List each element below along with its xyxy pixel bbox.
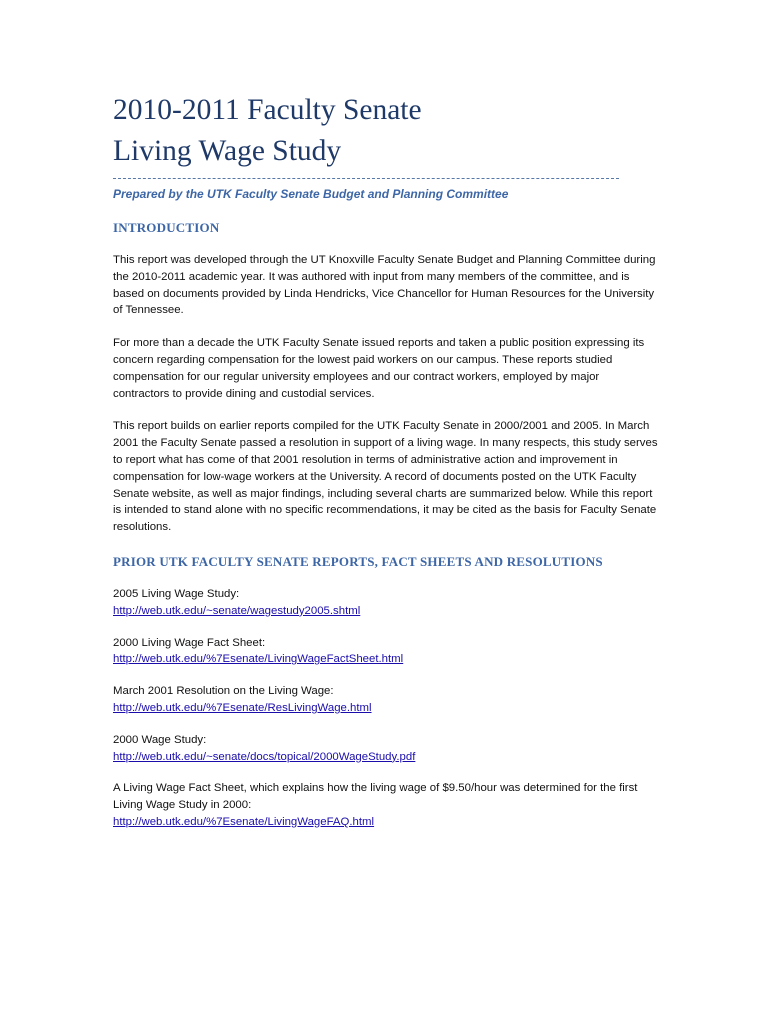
reference-label: March 2001 Resolution on the Living Wage: [113, 685, 334, 698]
intro-paragraph-2: For more than a decade the UTK Faculty Senate issued reports and taken a public position expressing its concern regarding compensation for the lowest paid workers on our campus. These reports studied compensation for our regular university employees and our contract workers, employed by major contractors to provide dining and custodial services. [113, 337, 645, 400]
reference-label: 2000 Living Wage Fact Sheet: [113, 636, 266, 649]
reference-item-2005-study [113, 586, 658, 620]
intro-paragraph-3: This report builds on earlier reports compiled for the UTK Faculty Senate in 2000/2001 and 2005. In March 2001 the Faculty Senate passed a resolution in support of a living wage. In many respects, this study serves to report what has come of that 2001 resolution in terms of administrative action and improvement in compensation for low-wage workers at the University. A record of documents posted on the UTK Faculty Senate website, as well as major findings, including several charts are summarized below. While this report is intended to stand alone with no specific recommendations, it may be cited as the basis for Faculty Senate resolutions. [113, 420, 658, 534]
reference-link-2005-study[interactable]: http://web.utk.edu/~senate/wagestudy2005.shtml [113, 604, 361, 617]
introduction-heading: INTRODUCTION [113, 220, 220, 235]
reference-label: A Living Wage Fact Sheet, which explains how the living wage of $9.50/hour was determined for the first Living Wage Study in 2000: [113, 782, 638, 812]
document-title [113, 90, 658, 172]
reference-link-2001-resolution[interactable]: http://web.utk.edu/%7Esenate/ResLivingWage.html [113, 701, 372, 714]
prior-reports-heading: PRIOR UTK FACULTY SENATE REPORTS, FACT SHEETS AND RESOLUTIONS [113, 553, 603, 569]
title-line-1: 2010-2011 Faculty Senate [113, 94, 422, 126]
reference-link-2000-fact-sheet[interactable]: http://web.utk.edu/%7Esenate/LivingWageFactSheet.html [113, 653, 404, 666]
reference-item-living-wage-faq [113, 780, 658, 830]
reference-item-2001-resolution [113, 683, 658, 717]
reference-item-2000-fact-sheet [113, 635, 658, 669]
reference-link-living-wage-faq[interactable]: http://web.utk.edu/%7Esenate/LivingWageFAQ.html [113, 815, 375, 828]
title-line-2: Living Wage Study [113, 135, 342, 167]
title-divider [113, 177, 619, 179]
document-page [113, 90, 658, 831]
reference-label: 2005 Living Wage Study: [113, 587, 240, 600]
document-subtitle: Prepared by the UTK Faculty Senate Budget and Planning Committee [113, 187, 509, 201]
reference-label: 2000 Wage Study: [113, 733, 207, 746]
reference-link-2000-wage-study[interactable]: http://web.utk.edu/~senate/docs/topical/2000WageStudy.pdf [113, 750, 416, 763]
intro-paragraph-1: This report was developed through the UT Knoxville Faculty Senate Budget and Planning Committee during the 2010-2011 academic year. It was authored with input from many members of the committee, and is based on documents provided by Linda Hendricks, Vice Chancellor for Human Resources for the University of Tennessee. [113, 254, 656, 317]
reference-item-2000-wage-study [113, 732, 658, 766]
